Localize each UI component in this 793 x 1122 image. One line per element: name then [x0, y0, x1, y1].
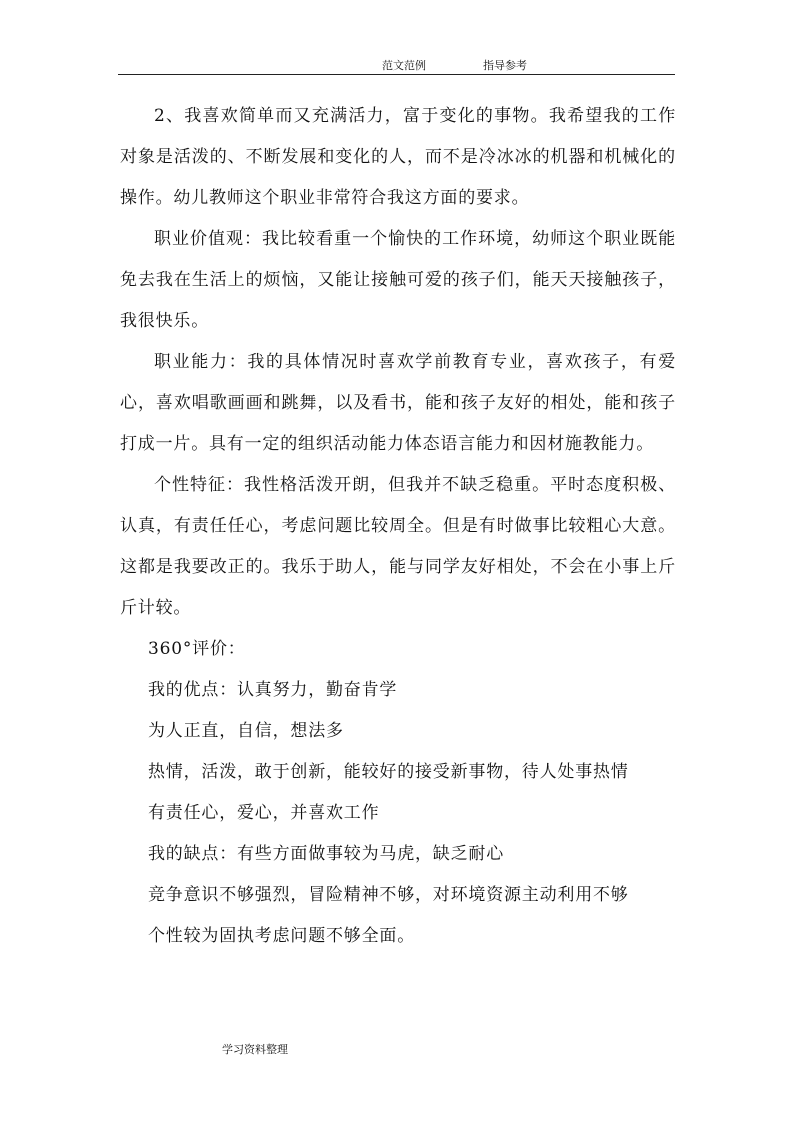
- paragraph-career-ability: 职业能力：我的具体情况时喜欢学前教育专业，喜欢孩子，有爱心，喜欢唱歌画画和跳舞，以及看书，能和孩子友好的相处，能和孩子打成一片。具有一定的组织活动能力体态语言能力和因材施教能力。: [120, 352, 676, 454]
- strengths-line-2: 为人正直，自信，想法多: [148, 721, 344, 741]
- strengths-line-1: 我的优点：认真努力，勤奋肯学: [148, 680, 398, 700]
- weakness-line-2: 竞争意识不够强烈，冒险精神不够，对环境资源主动利用不够: [148, 885, 629, 905]
- evaluation-heading: 360°评价：: [148, 639, 246, 659]
- page-header: [118, 52, 675, 75]
- header-right-text: 指导参考: [483, 59, 527, 72]
- document-body: [120, 96, 676, 957]
- header-left-text: 范文范例: [382, 59, 426, 72]
- weakness-line-1: 我的缺点：有些方面做事较为马虎，缺乏耐心: [148, 844, 504, 864]
- strengths-line-4: 有责任心，爱心，并喜欢工作: [148, 803, 380, 823]
- paragraph-career-values: 职业价值观：我比较看重一个愉快的工作环境，幼师这个职业既能免去我在生活上的烦恼，又能让接触可爱的孩子们，能天天接触孩子，我很快乐。: [120, 229, 676, 331]
- strengths-line-3: 热情，活泼，敢于创新，能较好的接受新事物，待人处事热情: [148, 762, 629, 782]
- page-footer: 学习资料整理: [222, 1043, 288, 1056]
- paragraph-hobbies: 2、我喜欢简单而又充满活力，富于变化的事物。我希望我的工作对象是活泼的、不断发展和变化的人，而不是冷冰冰的机器和机械化的操作。幼儿教师这个职业非常符合我这方面的要求。: [120, 106, 676, 208]
- paragraph-personality: 个性特征：我性格活泼开朗，但我并不缺乏稳重。平时态度积极、认真，有责任任心，考虑问题比较周全。但是有时做事比较粗心大意。这都是我要改正的。我乐于助人，能与同学友好相处，不会在小事上斤斤计较。: [120, 475, 676, 618]
- weakness-line-3: 个性较为固执考虑问题不够全面。: [148, 926, 415, 946]
